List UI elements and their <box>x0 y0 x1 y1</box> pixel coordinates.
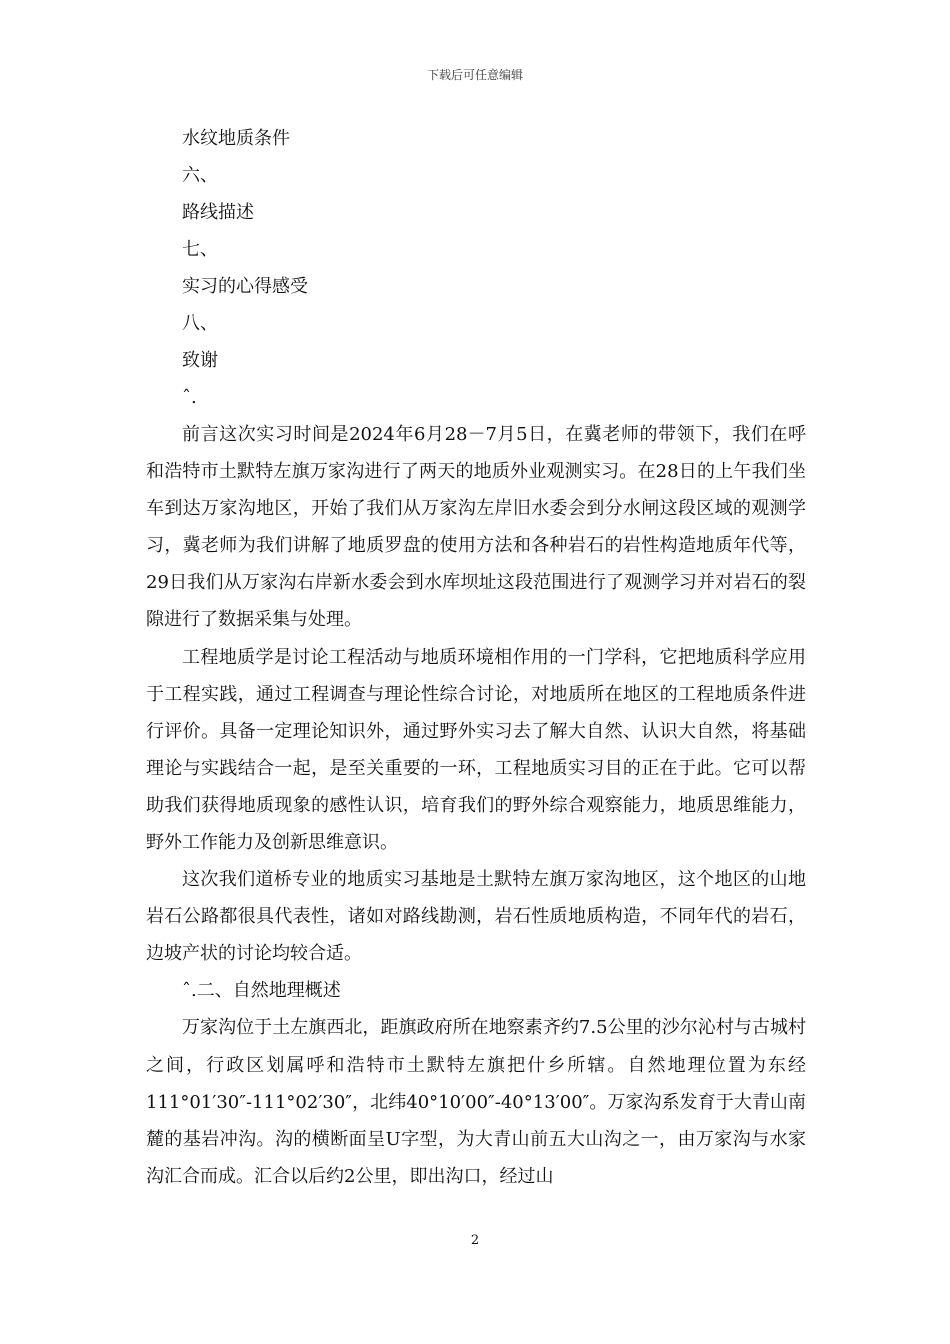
paragraph-natural-geography: 万家沟位于土左旗西北，距旗政府所在地察素齐约7.5公里的沙尔沁村与古城村之间，行政区划属呼和浩特市土默特左旗把什乡所辖。自然地理位置为东经111°01′30″-111°02′30″，北纬40°10′00″-40°13′00″。万家沟系发育于大青山南麓的基岩冲沟。沟的横断面呈U字型，为大青山前五大山沟之一，由万家沟与水家沟汇合而成。汇合以后约2公里，即出沟口，经过山 <box>146 1017 806 1187</box>
toc-number-eight: 八、 <box>182 313 218 334</box>
toc-item-reflections: 实习的心得感受 <box>182 276 308 297</box>
document-body <box>146 120 806 1195</box>
paragraph-engineering-geology: 工程地质学是讨论工程活动与地质环境相作用的一门学科，它把地质科学应用于工程实践，通过工程调查与理论性综合讨论，对地质所在地区的工程地质条件进行评价。具备一定理论知识外，通过野外实习去了解大自然、认识大自然，将基础理论与实践结合一起，是至关重要的一环，工程地质实习目的正在于此。它可以帮助我们获得地质现象的感性认识，培育我们的野外综合观察能力，地质思维能力，野外工作能力及创新思维意识。 <box>146 646 806 854</box>
page-header: 下载后可任意编辑 <box>426 68 523 82</box>
toc-number-six: 六、 <box>182 165 218 186</box>
toc-item-acknowledgements: 致谢 <box>182 350 218 371</box>
paragraph-preface: 前言这次实习时间是2024年6月28－7月5日，在冀老师的带领下，我们在呼和浩特市土默特左旗万家沟进行了两天的地质外业观测实习。在28日的上午我们坐车到达万家沟地区，开始了我们从万家沟左岸旧水委会到分水闸这段区域的观测学习，冀老师为我们讲解了地质罗盘的使用方法和各种岩石的岩性构造地质年代等，29日我们从万家沟右岸新水委会到水库坝址这段范围进行了观测学习并对岩石的裂隙进行了数据采集与处理。 <box>146 424 806 631</box>
page-number: 2 <box>470 1233 480 1248</box>
toc-item-hydrogeology: 水纹地质条件 <box>182 128 290 149</box>
toc-marker: ˆ. <box>182 387 197 408</box>
toc-number-seven: 七、 <box>182 239 218 260</box>
paragraph-practice-base: 这次我们道桥专业的地质实习基地是土默特左旗万家沟地区，这个地区的山地岩石公路都很具代表性，诸如对路线勘测，岩石性质地质构造，不同年代的岩石，边坡产状的讨论均较合适。 <box>146 869 806 965</box>
section-heading-natural-geography: ˆ.二、自然地理概述 <box>182 980 341 1002</box>
toc-item-route-description: 路线描述 <box>182 202 254 223</box>
